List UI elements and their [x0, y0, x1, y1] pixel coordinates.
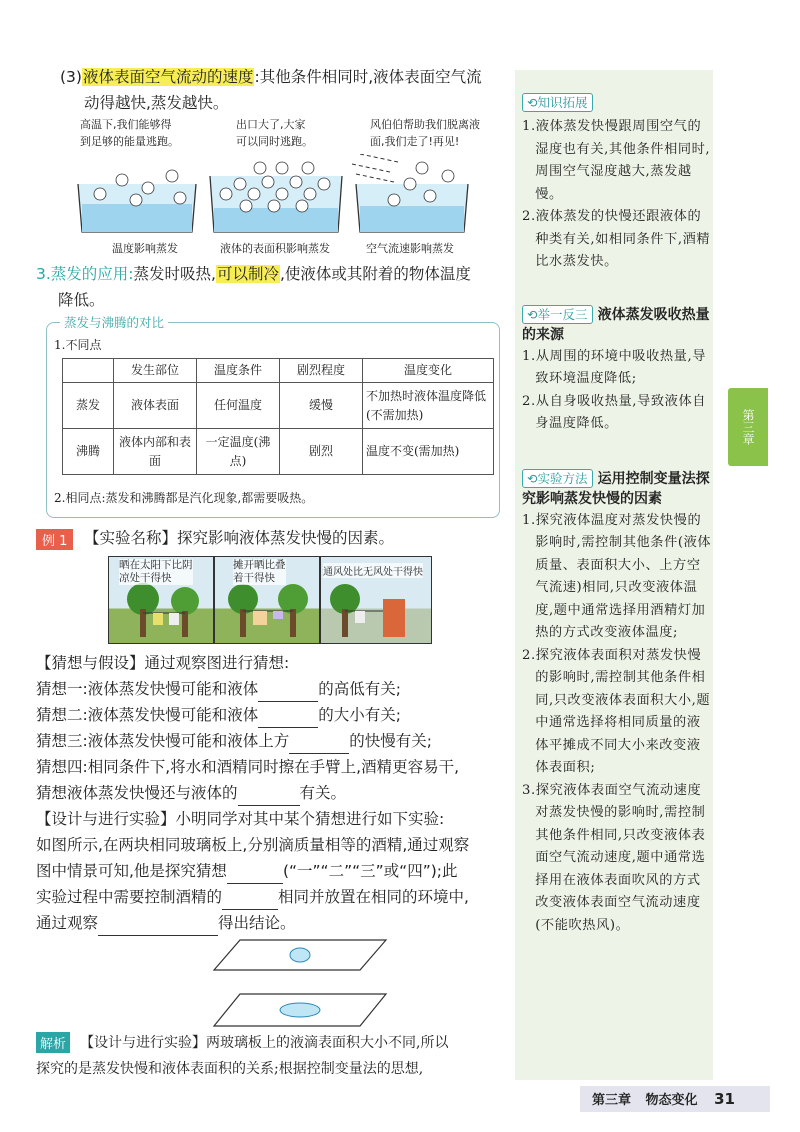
extension-icon: ⟲ [527, 470, 538, 486]
guess-intro: 【猜想与假设】通过观察图进行猜想: [36, 654, 290, 672]
example-tag: 例 1 [36, 529, 73, 550]
table-row [63, 429, 494, 475]
blank-input[interactable] [258, 709, 318, 728]
container-1 [78, 170, 196, 232]
bubble-text-1: 高温下,我们能够得 到足够的能量逃跑。 [80, 118, 179, 148]
list-item: 1.探究液体温度对蒸发快慢的影响时,需控制其他条件(液体质量、表面积大小、上方空气流速)相同,只改变液体温度,题中通常选择用酒精灯加热的方式改变液体温度; [522, 512, 712, 640]
bubble-text-3: 风伯伯帮助我们脱离液 面,我们走了!再见! [370, 118, 480, 148]
container-3 [352, 154, 468, 232]
chapter-tab[interactable]: 第三章 [728, 388, 768, 466]
tree-icon [123, 579, 203, 639]
blank-input[interactable] [238, 787, 300, 806]
table-cell: 温度不变(需加热) [363, 429, 494, 475]
analysis-tag: 解析 [36, 1032, 70, 1053]
example-text: 【实验名称】探究影响液体蒸发快慢的因素。 [84, 529, 395, 547]
blank-input[interactable] [258, 683, 318, 702]
blank-input[interactable] [222, 891, 278, 910]
table-header [63, 359, 114, 383]
design-1: 【设计与进行实验】小明同学对其中某个猜想进行如下实验: [36, 810, 445, 828]
container-drawings [60, 154, 480, 236]
diff-heading: 1.不同点 [54, 338, 102, 352]
page-footer [580, 1086, 770, 1112]
list-item: 1.从周围的环境中吸收热量,导致环境温度降低; [522, 348, 707, 386]
section3-line2: 动得越快,蒸发越快。 [84, 94, 229, 112]
table-cell: 沸腾 [63, 429, 114, 475]
section3-line1: (3)液体表面空气流动的速度:其他条件相同时,液体表面空气流 [60, 68, 482, 86]
scene-label-2: 摊开晒比叠 着干得快 [233, 559, 286, 584]
table-cell: 液体内部和表面 [114, 429, 197, 475]
container-2 [210, 162, 342, 232]
application-line1: 3.蒸发的应用:蒸发时吸热,可以制冷,使液体或其附着的物体温度 [36, 265, 471, 283]
same-point: 2.相同点:蒸发和沸腾都是汽化现象,都需要吸热。 [54, 491, 314, 505]
table-cell: 任何温度 [197, 383, 280, 429]
evaporation-illustration [60, 116, 480, 256]
apply-tag: ⟲举一反三 [522, 305, 593, 324]
list-item: 3.探究液体表面空气流动速度对蒸发快慢的影响时,需控制其他条件相同,只改变液体表面空气流动速度,题中通常选择用在液体表面吹风的方式改变液体表面空气流动速度(不能吹热风)。 [522, 782, 706, 933]
footer-chapter: 第三章 [592, 1093, 632, 1108]
table-header: 剧烈程度 [280, 359, 363, 383]
extension-icon: ⟲ [527, 95, 538, 110]
method-title: 运用控制变量法探究影响蒸发快慢的因素 [522, 470, 710, 507]
table-header: 温度变化 [363, 359, 494, 383]
extension-icon: ⟲ [527, 306, 538, 322]
guess-2: 猜想二:液体蒸发快慢可能和液体 的大小有关; [36, 702, 401, 728]
list-item: 2.从自身吸收热量,导致液体自身温度降低。 [522, 393, 707, 431]
list-item: 1.液体蒸发快慢跟周围空气的湿度也有关,其他条件相同时,周围空气湿度越大,蒸发越慢。 [522, 119, 711, 202]
table-cell: 一定温度(沸点) [197, 429, 280, 475]
bubble-text-2: 出口大了,大家 可以同时逃跑。 [236, 118, 313, 148]
glass-plate-2 [214, 994, 386, 1026]
table-cell: 不加热时液体温度降低(不需加热) [363, 383, 494, 429]
design-3: 图中情景可知,他是探究猜想 (“一”“二”“三”或“四”);此 [36, 858, 458, 884]
caption-2: 液体的表面积影响蒸发 [220, 242, 330, 255]
analysis-line1: 【设计与进行实验】两玻璃板上的液滴表面积大小不同,所以 [80, 1035, 449, 1051]
method-section [522, 468, 712, 508]
list-item: 2.液体蒸发的快慢还跟液体的种类有关,如相同条件下,酒精比水蒸发快。 [522, 209, 711, 269]
apply-title: 液体蒸发吸收热量的来源 [522, 306, 710, 343]
knowledge-list [522, 116, 712, 274]
application-line2: 降低。 [58, 291, 105, 309]
glass-plates-figure [210, 936, 390, 1032]
table-header: 发生部位 [114, 359, 197, 383]
table-cell: 缓慢 [280, 383, 363, 429]
guess-1: 猜想一:液体蒸发快慢可能和液体 的高低有关; [36, 676, 401, 702]
highlight-surface-air-speed: 液体表面空气流动的速度 [82, 68, 254, 86]
design-2: 如图所示,在两块相同玻璃板上,分别滴质量相等的酒精,通过观察 [36, 836, 470, 854]
blank-input[interactable] [98, 917, 218, 936]
glass-plate-1 [214, 940, 386, 970]
guess-3: 猜想三:液体蒸发快慢可能和液体上方 的快慢有关; [36, 728, 432, 754]
caption-1: 温度影响蒸发 [112, 242, 178, 255]
caption-3: 空气流速影响蒸发 [366, 242, 454, 255]
blank-input[interactable] [227, 865, 283, 884]
analysis-line2: 探究的是蒸发快慢和液体表面积的关系;根据控制变量法的思想, [36, 1061, 424, 1077]
scene-label-3: 通风处比无风处干得快 [323, 563, 423, 578]
blank-input[interactable] [289, 735, 349, 754]
scene-spread-vs-folded [214, 556, 320, 644]
guess-4-cont: 猜想液体蒸发快慢还与液体的 有关。 [36, 780, 346, 806]
tree-icon [327, 579, 427, 639]
table-header-row [63, 359, 494, 383]
list-item: 2.探究液体表面积对蒸发快慢的影响时,需控制其他条件相同,只改变液体表面积大小,题中通常选择将相同质量的液体平摊成不同大小来改变液体表面积; [522, 647, 711, 775]
table-header: 温度条件 [197, 359, 280, 383]
scene-ventilated [320, 556, 432, 644]
design-5: 通过观察 得出结论。 [36, 910, 296, 936]
comparison-table-wrap [62, 358, 494, 475]
page-number: 31 [714, 1090, 735, 1108]
comparison-title: 蒸发与沸腾的对比 [60, 313, 168, 331]
example-extension [522, 304, 712, 344]
guess-4: 猜想四:相同条件下,将水和酒精同时擦在手臂上,酒精更容易干, [36, 758, 460, 776]
sidebar-content [522, 92, 712, 937]
highlight-cooling: 可以制冷 [216, 265, 279, 283]
tree-icon [225, 579, 311, 639]
comparison-table [62, 358, 494, 475]
scene-label-1: 晒在太阳下比阴 凉处干得快 [119, 559, 193, 584]
design-4: 实验过程中需要控制酒精的 相同并放置在相同的环境中, [36, 884, 469, 910]
footer-title: 物态变化 [645, 1093, 698, 1108]
scene-sun-vs-shade [108, 556, 214, 644]
apply-list [522, 346, 712, 436]
table-row [63, 383, 494, 429]
application-heading: 3.蒸发的应用: [36, 265, 134, 283]
method-list [522, 510, 712, 938]
table-cell: 蒸发 [63, 383, 114, 429]
table-cell: 剧烈 [280, 429, 363, 475]
knowledge-extension-tag: ⟲知识拓展 [522, 93, 593, 112]
method-tag: ⟲实验方法 [522, 469, 593, 488]
experiment-scenes [108, 556, 432, 644]
table-cell: 液体表面 [114, 383, 197, 429]
